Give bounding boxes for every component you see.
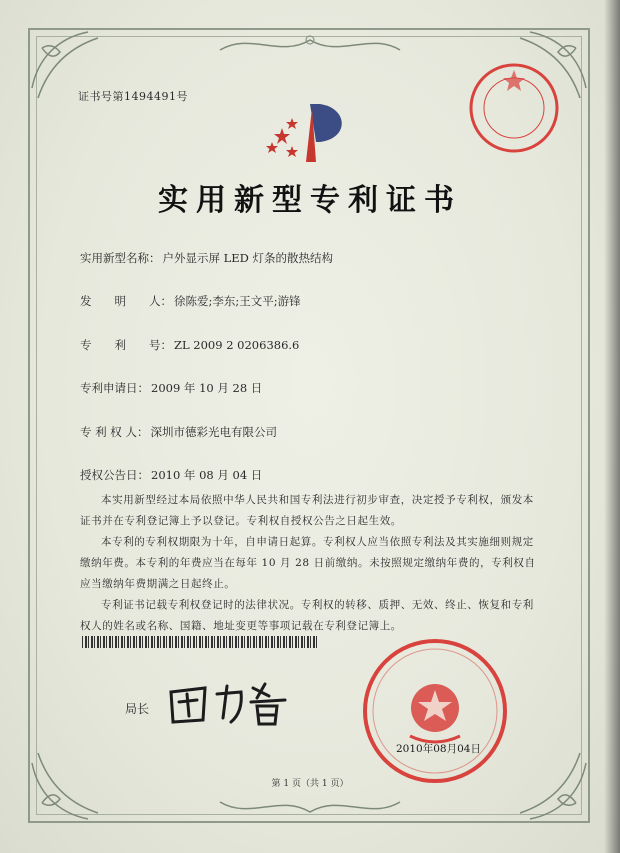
office-seal <box>360 636 510 786</box>
certificate-number: 证书号第1494491号 <box>78 90 188 103</box>
paragraph-term: 本专利的专利权期限为十年，自申请日起算。专利权人应当依照专利法及其实施细则规定缴纳年费。本专利的年费应当在每年 10 月 28 日前缴纳。未按照规定缴纳年费的，专利权自应当缴纳年费期满之日起终止。 <box>80 536 536 590</box>
field-label: 发 明 人： <box>80 294 172 308</box>
agency-seal-small <box>466 60 562 156</box>
barcode <box>82 636 317 648</box>
bottom-center-ornament <box>210 792 410 822</box>
field-patentee <box>80 424 277 440</box>
field-grant-date <box>80 467 262 483</box>
seal-date: 2010年08月04日 <box>396 743 481 755</box>
field-label: 专利申请日： <box>80 381 149 395</box>
field-value: 徐陈爱;李东;王文平;游锋 <box>174 294 301 308</box>
field-value: 2010 年 08 月 04 日 <box>151 468 263 482</box>
field-value: 2009 年 10 月 28 日 <box>151 381 263 395</box>
field-inventors <box>80 293 301 309</box>
certificate-title: 实用新型专利证书 <box>158 183 462 218</box>
page-footer: 第 1 页（共 1 页） <box>271 779 349 789</box>
field-value: ZL 2009 2 0206386.6 <box>174 338 300 352</box>
paragraph-legal-status: 专利证书记载专利权登记时的法律状况。专利权的转移、质押、无效、终止、恢复和专利权人的姓名或名称、国籍、地址变更等事项记载在专利登记簿上。 <box>80 599 534 632</box>
field-utility-model-name <box>80 250 333 266</box>
scan-edge-shadow <box>604 0 620 853</box>
certificate-body <box>80 490 540 637</box>
field-label: 实用新型名称： <box>80 251 161 265</box>
director-signature <box>165 672 295 732</box>
paragraph-grant: 本实用新型经过本局依照中华人民共和国专利法进行初步审查，决定授予专利权，颁发本证书并在专利登记簿上予以登记。专利权自授权公告之日起生效。 <box>80 494 534 527</box>
field-application-date <box>80 380 262 396</box>
field-label: 授权公告日： <box>80 468 149 482</box>
top-center-ornament <box>210 30 410 60</box>
director-label: 局长 <box>125 702 150 716</box>
field-label: 专 利 号： <box>80 338 172 352</box>
field-value: 户外显示屏 LED 灯条的散热结构 <box>162 251 334 265</box>
field-value: 深圳市德彩光电有限公司 <box>150 425 277 439</box>
patent-office-logo <box>258 98 358 168</box>
field-patent-number <box>80 337 299 353</box>
field-label: 专 利 权 人： <box>80 425 149 439</box>
